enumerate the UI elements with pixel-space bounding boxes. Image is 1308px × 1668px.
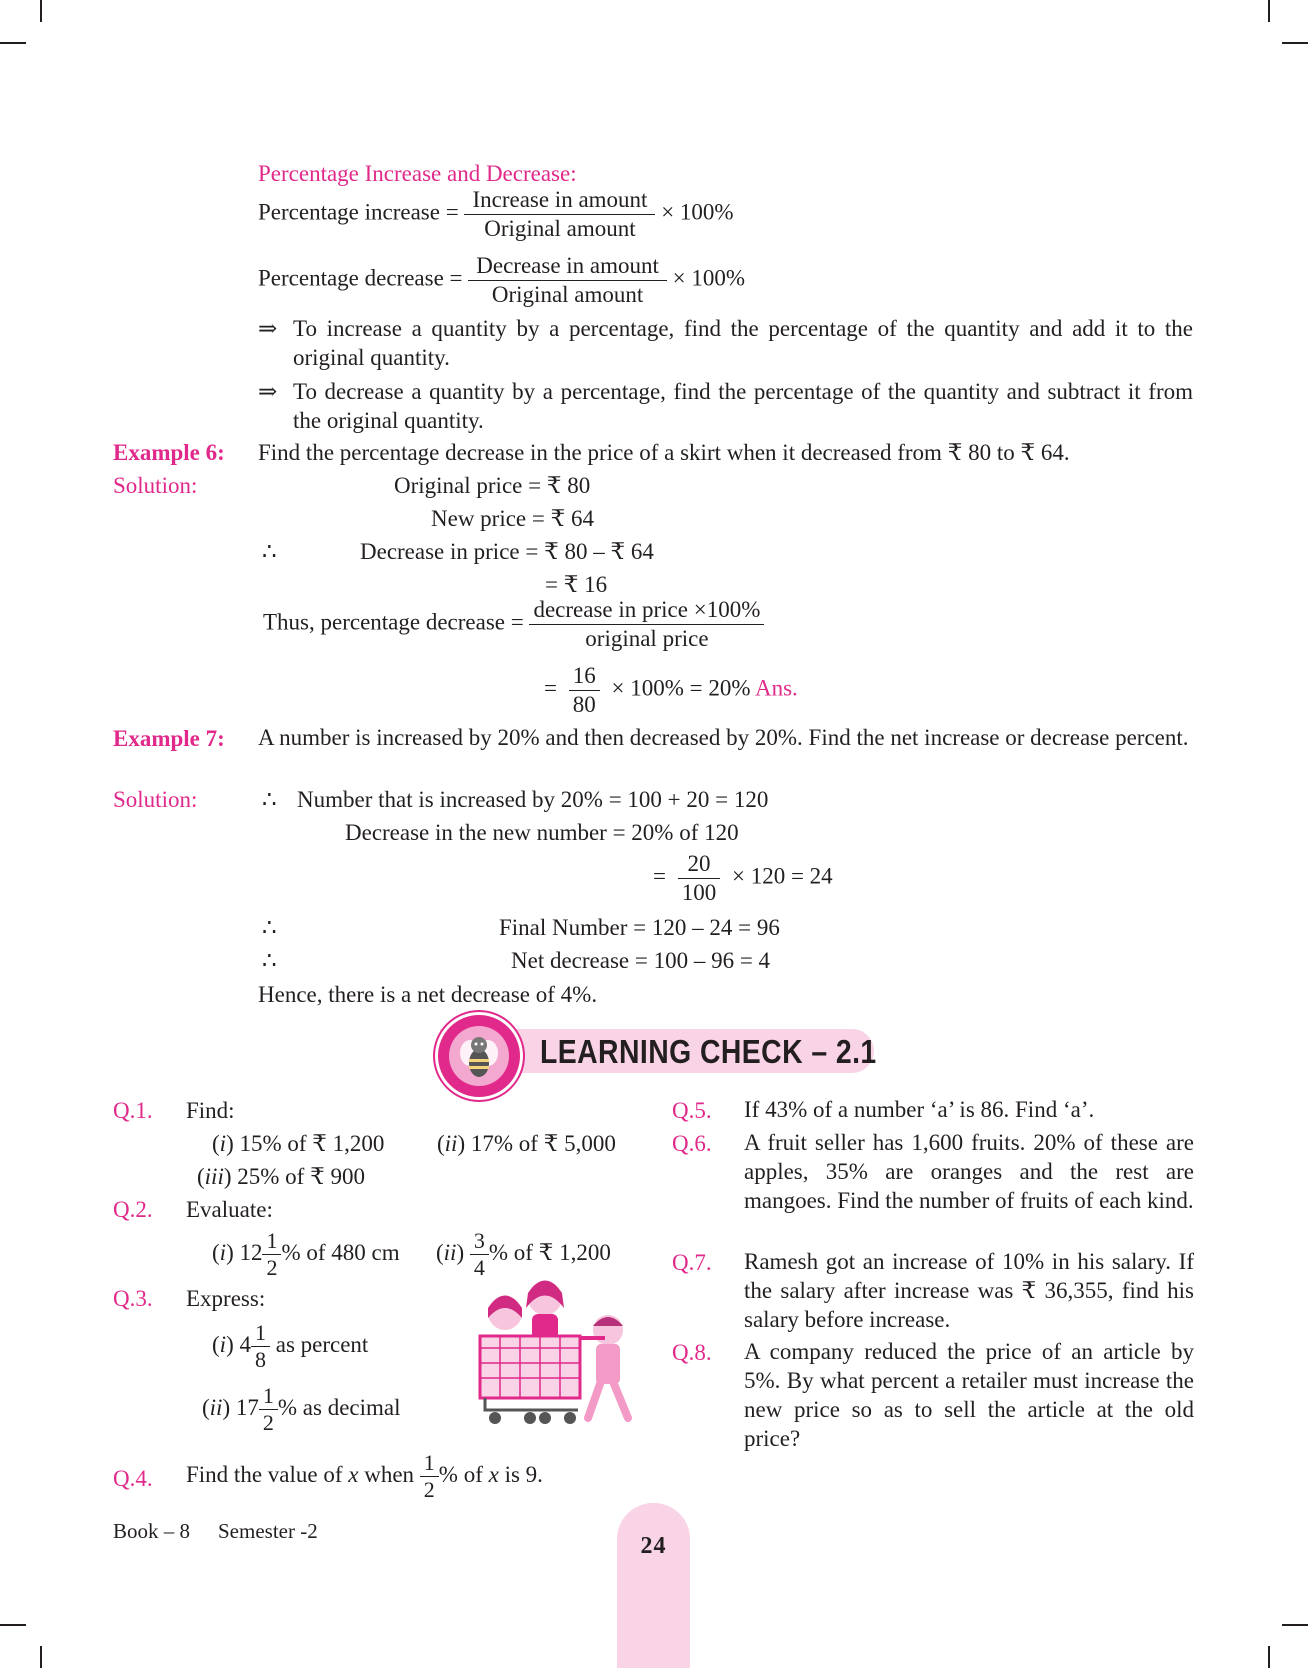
question-number: Q.8. <box>672 1340 712 1365</box>
percentage-decrease-calc <box>263 596 764 652</box>
fraction-numerator: 1 <box>420 1450 439 1477</box>
sub-question: (i) 15% of ₹ 1,200 <box>212 1131 385 1156</box>
sub-text: % of 480 cm <box>281 1240 400 1266</box>
mixed-fraction <box>262 1228 281 1282</box>
sub-numeral: iii <box>204 1164 224 1189</box>
sub-question: (i) 4 $\frac{1}{8}$ as percent <box>212 1320 369 1373</box>
fraction-denominator: 4 <box>473 1255 485 1281</box>
kids-shopping-cart-illustration <box>460 1268 640 1438</box>
sub-question: (ii) 17 $\frac{1}{2}$ % as decimal <box>202 1383 401 1436</box>
crop-mark <box>40 1646 42 1668</box>
equals-sign: = <box>653 863 666 889</box>
crop-mark <box>1268 1646 1270 1668</box>
bee-icon <box>438 1015 520 1097</box>
learning-check-emblem <box>435 1012 523 1100</box>
q4-text: is 9. <box>504 1462 543 1488</box>
fraction-numerator: 1 <box>259 1383 278 1410</box>
question-number: Q.7. <box>672 1250 712 1275</box>
sub-text: 25% of ₹ 900 <box>237 1164 365 1189</box>
sub-numeral: ii <box>444 1131 458 1156</box>
calc-label: Thus, percentage decrease = <box>263 609 524 635</box>
therefore-icon: ∴ <box>262 948 277 973</box>
solution-line: Number that is increased by 20% = 100 + 20 = 120 <box>297 787 769 812</box>
crop-mark <box>40 0 42 22</box>
solution-line: Final Number = 120 – 24 = 96 <box>499 915 780 940</box>
solution-line: New price = ₹ 64 <box>431 506 594 531</box>
question-text: A fruit seller has 1,600 fruits. 20% of these are apples, 35% are oranges and the rest are mangoes. Find the number of fruits of each kind. <box>744 1130 1194 1213</box>
question-number: Q.2. <box>113 1197 153 1222</box>
crop-mark <box>1268 0 1270 22</box>
page-number-tab <box>617 1503 690 1668</box>
question-text: Evaluate: <box>186 1197 273 1222</box>
solution-label: Solution: <box>113 473 198 498</box>
q4-text: % of <box>438 1462 483 1488</box>
formula-label: Percentage decrease = <box>258 265 463 291</box>
fraction-denominator: original price <box>585 625 709 651</box>
question-number: Q.1. <box>113 1098 153 1123</box>
sub-question: (i) 12 $\frac{1}{2}$ % of 480 cm <box>212 1228 400 1281</box>
arrow-icon: ⇒ <box>258 316 278 341</box>
calc-tail: × 120 = 24 <box>731 863 833 889</box>
crop-mark <box>0 42 26 44</box>
calc-fraction <box>678 850 721 906</box>
equals-sign: = <box>544 675 557 701</box>
solution-label: Solution: <box>113 787 198 812</box>
question-text: A company reduced the price of an article by 5%. By what percent a retailer must increase the new price so as to sell the article at the old price? <box>744 1339 1194 1451</box>
question-number: Q.6. <box>672 1131 712 1156</box>
fraction-numerator: 20 <box>678 850 721 879</box>
formula-fraction <box>468 252 667 308</box>
question-number: Q.5. <box>672 1098 712 1123</box>
footer-semester: Semester -2 <box>218 1519 318 1543</box>
crop-mark <box>1282 42 1308 44</box>
mixed-fraction <box>251 1320 270 1374</box>
sub-text: % of ₹ 1,200 <box>488 1240 611 1266</box>
q4-text: Find the value of <box>186 1462 343 1488</box>
fraction-numerator: 1 <box>262 1228 281 1255</box>
sub-text: 15% of ₹ 1,200 <box>239 1131 385 1156</box>
sub-text: 17% of ₹ 5,000 <box>470 1131 616 1156</box>
therefore-icon: ∴ <box>262 915 277 940</box>
fraction-denominator: 2 <box>262 1410 274 1436</box>
formula-tail: × 100% <box>661 199 734 225</box>
fraction-denominator: 100 <box>681 879 717 905</box>
sub-question: (iii) 25% of ₹ 900 <box>197 1164 365 1189</box>
formula-label: Percentage increase = <box>258 199 459 225</box>
fraction-numerator: 16 <box>569 662 600 691</box>
fraction-denominator: 8 <box>254 1347 266 1373</box>
sub-numeral: ii <box>209 1395 223 1421</box>
learning-check-title: LEARNING CHECK – 2.1 <box>540 1033 877 1070</box>
fraction-numerator: 1 <box>251 1320 270 1347</box>
answer-label: Ans. <box>754 675 798 701</box>
solution-line: Decrease in the new number = 20% of 120 <box>345 820 739 845</box>
q4-text: when <box>364 1462 415 1488</box>
fraction-numerator: Increase in amount <box>464 186 655 215</box>
fraction-numerator: Decrease in amount <box>468 252 667 281</box>
sub-question: (ii) 17% of ₹ 5,000 <box>437 1131 616 1156</box>
mixed-whole: 12 <box>239 1240 263 1266</box>
question-text: If 43% of a number ‘a’ is 86. Find ‘a’. <box>744 1097 1095 1122</box>
percentage-decrease-formula <box>258 252 745 308</box>
footer-book: Book – 8 <box>113 1519 191 1543</box>
fraction-numerator: decrease in price ×100% <box>529 596 764 625</box>
question-number: Q.4. <box>113 1466 153 1491</box>
sub-text: % as decimal <box>277 1395 401 1421</box>
fraction-denominator: Original amount <box>484 215 636 241</box>
solution-line: Net decrease = 100 – 96 = 4 <box>511 948 771 973</box>
page-number: 24 <box>640 1533 667 1559</box>
example-7-question: A number is increased by 20% and then decreased by 20%. Find the net increase or decrease percent. <box>258 725 1189 750</box>
example-6-question: Find the percentage decrease in the price of a skirt when it decreased from ₹ 80 to ₹ 64. <box>258 440 1070 465</box>
fraction-denominator: Original amount <box>491 281 644 307</box>
percentage-increase-formula <box>258 186 734 242</box>
question-text: Ramesh got an increase of 10% in his salary. If the salary after increase was ₹ 36,355, find his salary before increase. <box>744 1249 1194 1332</box>
fraction-denominator: 80 <box>572 691 596 717</box>
therefore-icon: ∴ <box>262 539 277 564</box>
solution-line: Decrease in price = ₹ 80 – ₹ 64 <box>360 539 654 564</box>
formula-fraction <box>464 186 655 242</box>
variable: x <box>488 1462 499 1488</box>
example-6-label: Example 6: <box>113 440 225 465</box>
question-text <box>186 1450 543 1504</box>
crop-mark <box>1282 1624 1308 1626</box>
sub-question: (ii) $\frac{3}{4}$ % of ₹ 1,200 <box>436 1228 611 1281</box>
section-heading: Percentage Increase and Decrease: <box>258 161 577 186</box>
solution-line: = ₹ 16 <box>545 572 608 597</box>
mixed-whole: 4 <box>239 1332 251 1358</box>
rule-bullet-decrease: To decrease a quantity by a percentage, find the percentage of the quantity and subtract it from the original quantity. <box>293 379 1193 433</box>
solution-line: Original price = ₹ 80 <box>394 473 591 498</box>
sub-numeral: i <box>219 1131 227 1156</box>
mixed-whole: 17 <box>235 1395 259 1421</box>
example-7-label: Example 7: <box>113 726 225 751</box>
question-number: Q.3. <box>113 1286 153 1311</box>
question-text: Find: <box>186 1098 235 1123</box>
decrease-calc <box>653 850 833 906</box>
sub-numeral: i <box>219 1332 227 1358</box>
sub-text: as percent <box>275 1332 369 1358</box>
crop-mark <box>0 1624 26 1626</box>
sub-numeral: i <box>219 1240 227 1266</box>
conclusion-line: Hence, there is a net decrease of 4%. <box>258 982 598 1007</box>
fraction <box>420 1450 439 1504</box>
percentage-decrease-result <box>544 662 798 718</box>
calc-fraction <box>529 596 764 652</box>
question-text: Express: <box>186 1286 266 1311</box>
sub-numeral: ii <box>443 1240 457 1266</box>
rule-bullet-increase: To increase a quantity by a percentage, find the percentage of the quantity and add it to the original quantity. <box>293 316 1193 370</box>
fraction-numerator: 3 <box>470 1228 489 1255</box>
variable: x <box>348 1462 359 1488</box>
mixed-fraction <box>259 1383 278 1437</box>
result-tail: × 100% = 20% <box>611 675 751 701</box>
fraction-denominator: 2 <box>266 1255 278 1281</box>
arrow-icon: ⇒ <box>258 379 278 404</box>
result-fraction <box>569 662 600 718</box>
formula-tail: × 100% <box>672 265 746 291</box>
therefore-icon: ∴ <box>262 787 277 812</box>
fraction-denominator: 2 <box>423 1477 435 1503</box>
